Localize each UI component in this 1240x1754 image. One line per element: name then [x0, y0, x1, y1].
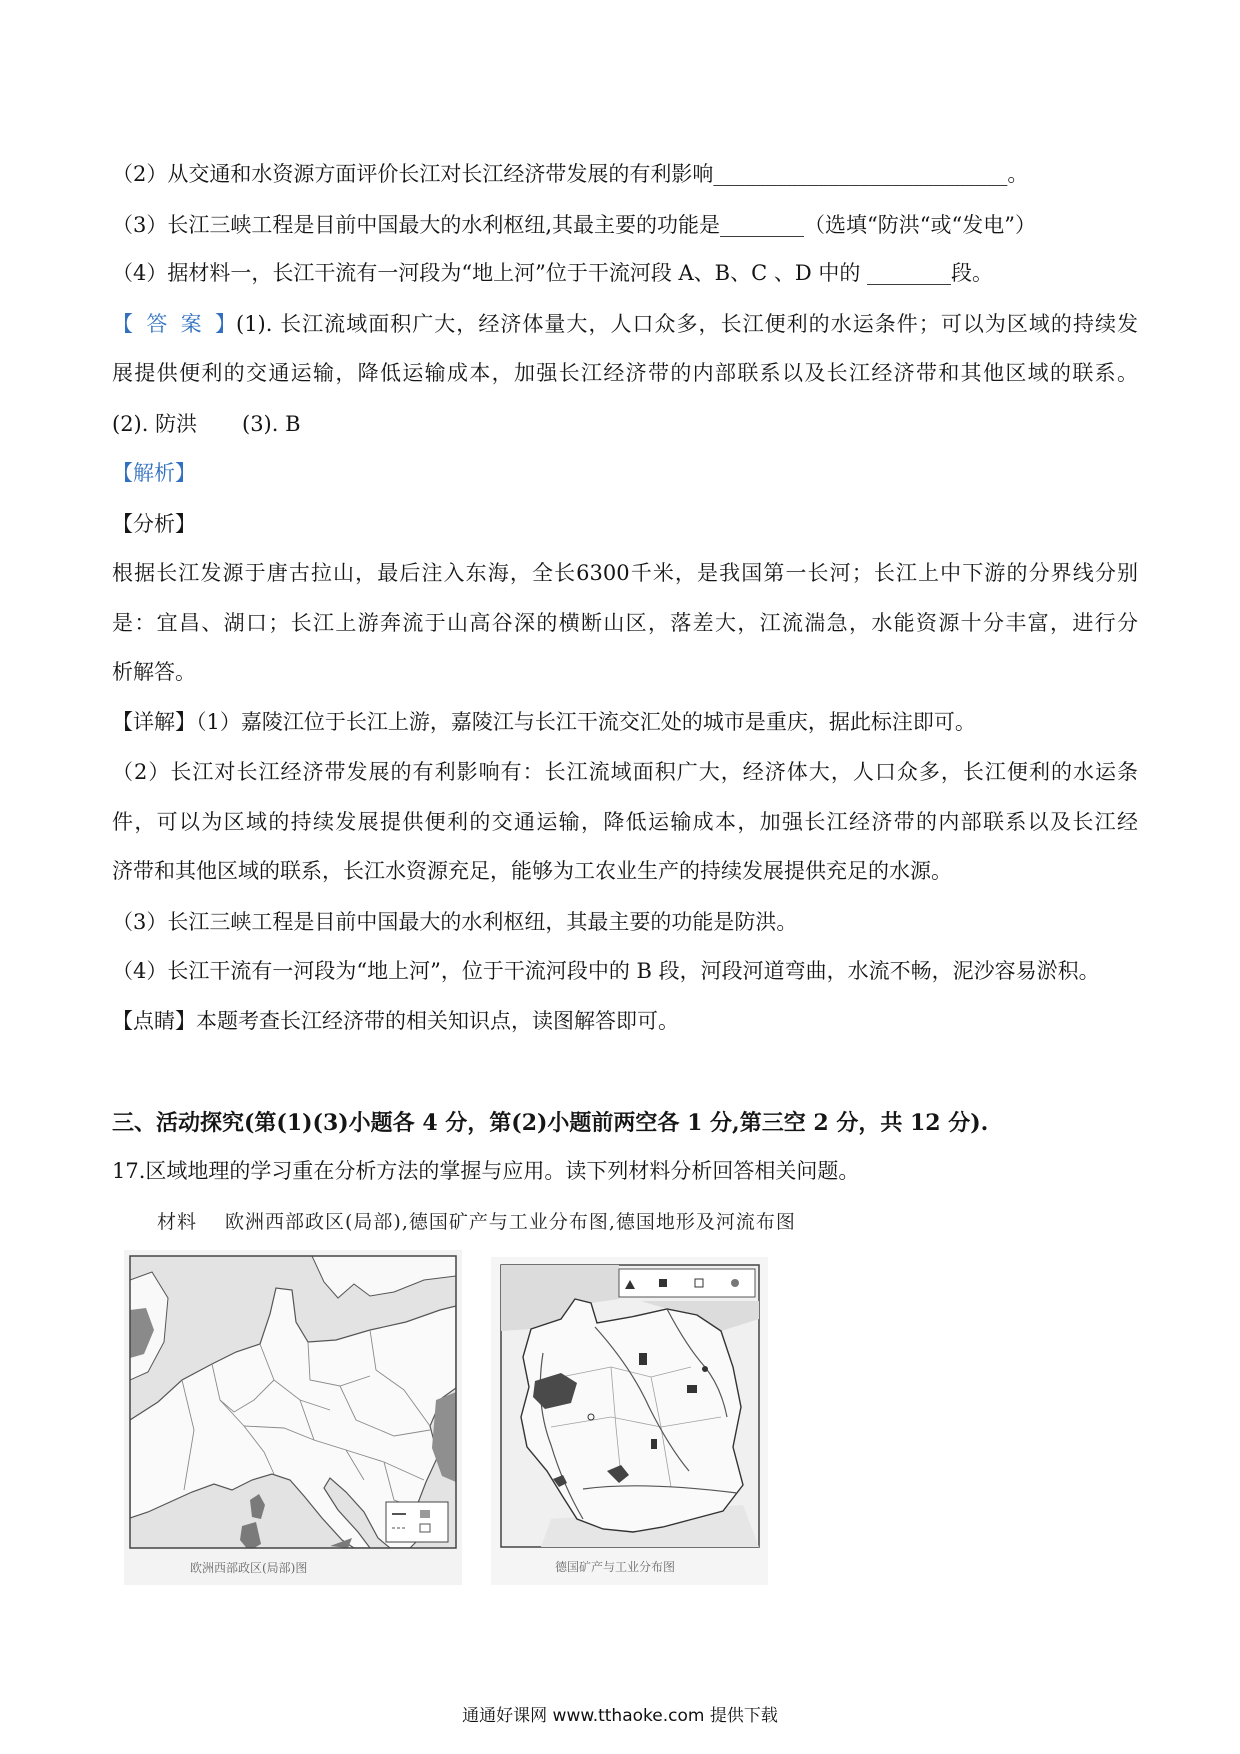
question-4-text: （4）据材料一，长江干流有一河段为“地上河”位于干流河段 A、B、C 、D 中的 ________段。	[112, 261, 994, 285]
answer-part1-text: (1). 长江流域面积广大，经济体量大，人口众多，长江便利的水运条件；可以为区域的持续发	[236, 312, 1138, 336]
material-title: 欧洲西部政区(局部),德国矿产与工业分布图,德国地形及河流布图	[225, 1211, 796, 1233]
detail-label: 【详解】	[112, 710, 196, 734]
tip-label: 【点睛】	[112, 1009, 196, 1033]
detail-line: （3）长江三峡工程是目前中国最大的水利枢纽，其最主要的功能是防洪。	[112, 910, 798, 934]
map-legend-box	[386, 1502, 448, 1542]
answer-line-3	[112, 409, 1138, 439]
map-caption: 德国矿产与工业分布图	[555, 1560, 676, 1574]
europe-political-map	[124, 1250, 462, 1585]
detail-line: （4）长江干流有一河段为“地上河”，位于干流河段中的 B 段，河段河道弯曲，水流不畅，泥沙容易淤积。	[112, 959, 1100, 983]
map-caption: 欧洲西部政区(局部)图	[190, 1561, 308, 1575]
question-3-text: （3）长江三峡工程是目前中国最大的水利枢纽,其最主要的功能是________（选填“防洪“或“发电”）	[112, 213, 1036, 237]
detail-line-1	[112, 707, 1138, 737]
tip-line	[112, 1006, 1138, 1036]
detail-text: （1）嘉陵江位于长江上游，嘉陵江与长江干流交汇处的城市是重庆，据此标注即可。	[196, 710, 976, 734]
mineral-marker	[687, 1385, 697, 1393]
answer-part3: (3). B	[242, 412, 301, 436]
map-legend-box	[619, 1269, 755, 1297]
detail-line: 件，可以为区域的持续发展提供便利的交通运输，降低运输成本，加强长江经济带的内部联系以及长江经	[112, 810, 1138, 834]
analysis-label: 【分析】	[112, 512, 196, 536]
answer-part1-continued: 展提供便利的交通运输，降低运输成本，加强长江经济带的内部联系以及长江经济带和其他区域的联系。	[112, 361, 1138, 385]
detail-line: （2）长江对长江经济带发展的有利影响有：长江流域面积广大，经济体大，人口众多，长江便利的水运条	[112, 760, 1138, 784]
answer-line-1	[112, 309, 1138, 339]
city-marker	[702, 1366, 708, 1372]
answer-part2: (2). 防洪	[112, 412, 198, 436]
material-label: 材料	[157, 1211, 198, 1233]
analysis-line: 析解答。	[112, 660, 196, 684]
material-title-line	[157, 1207, 1057, 1237]
tip-text: 本题考查长江经济带的相关知识点，读图解答即可。	[196, 1009, 679, 1033]
answer-label: 【答案】	[112, 312, 236, 336]
germany-minerals-industry-map	[491, 1257, 768, 1585]
question-2-text: （2）从交通和水资源方面评价长江对长江经济带发展的有利影响____________________________。	[112, 162, 1029, 186]
analysis-line: 是：宜昌、湖口；长江上游奔流于山高谷深的横断山区，落差大，江流湍急，水能资源十分丰富，进行分	[112, 611, 1138, 635]
section-3-heading: 三、活动探究(第(1)(3)小题各 4 分，第(2)小题前两空各 1 分,第三空 2 分，共 12 分).	[112, 1110, 989, 1136]
page-footer: 通通好课网 www.tthaoke.com 提供下载	[462, 1706, 778, 1726]
mineral-marker	[651, 1439, 657, 1449]
question-17-text: 17.区域地理的学习重在分析方法的掌握与应用。读下列材料分析回答相关问题。	[112, 1159, 860, 1183]
mineral-marker	[639, 1353, 647, 1365]
analysis-line: 根据长江发源于唐古拉山，最后注入东海，全长6300千米，是我国第一长河；长江上中下游的分界线分别	[112, 561, 1138, 585]
explanation-label: 【解析】	[112, 461, 196, 485]
detail-line: 济带和其他区域的联系，长江水资源充足，能够为工农业生产的持续发展提供充足的水源。	[112, 859, 952, 883]
